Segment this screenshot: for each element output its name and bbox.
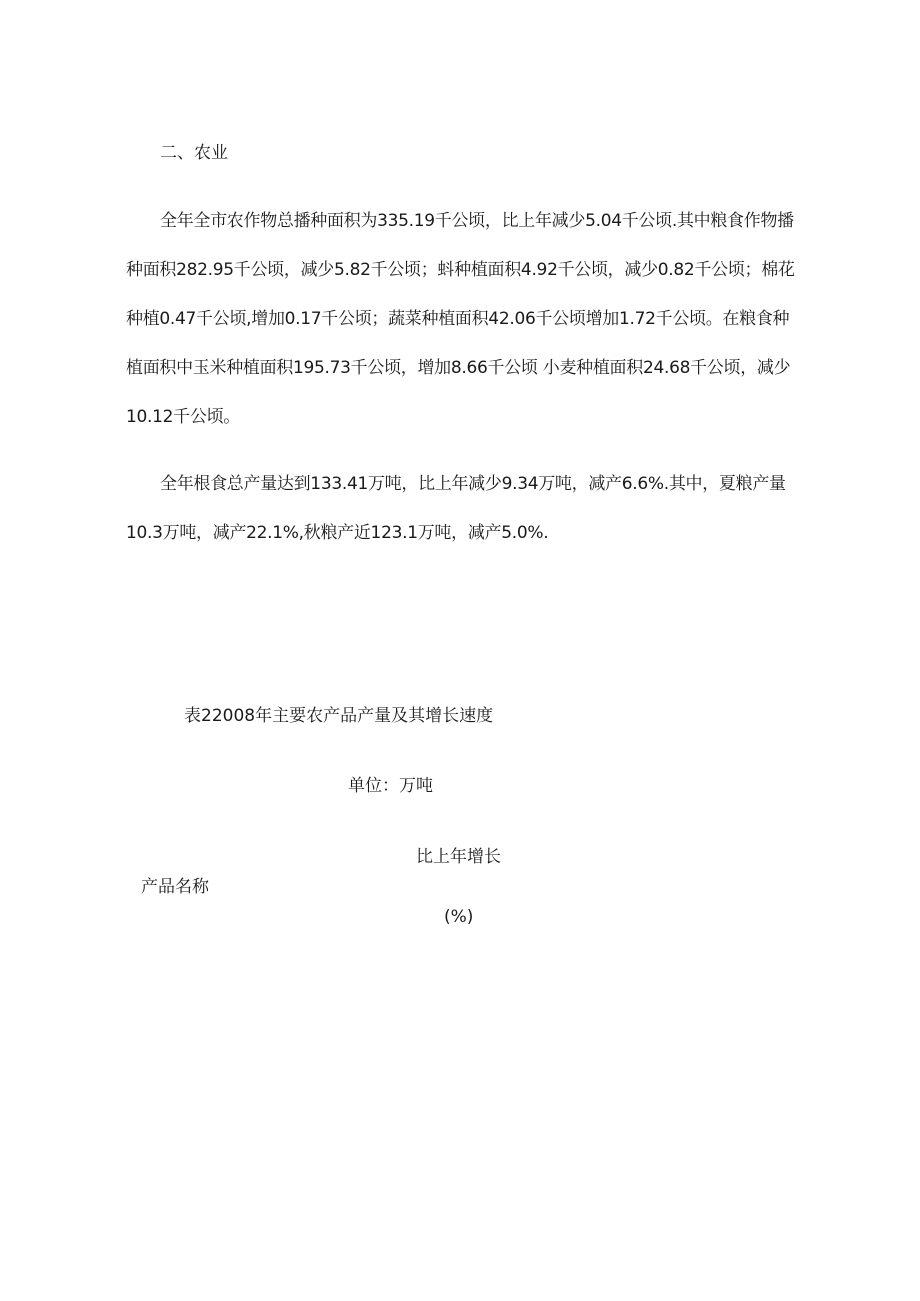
- paragraph-grain-output: 全年根食总产量达到133.41万吨，比上年减少9.34万吨，减产6.6%.其中，夏粮产量10.3万吨，减产22.1%,秋粮产近123.1万吨，减产5.0%.: [126, 474, 786, 543]
- column-header-growth-unit: (%): [444, 907, 474, 927]
- table-unit: 单位：万吨: [348, 776, 433, 796]
- column-header-growth: 比上年增长: [416, 847, 501, 867]
- paragraph-crop-area: 全年全市农作物总播种面积为335.19千公顷，比上年减少5.04千公顷.其中粮食作物播种面积282.95千公顷，减少5.82千公顷；蚪种植面积4.92千公顷，减少0.82千公顷；棉花种植0.47千公顷,增加0.17千公顷；蔬菜种植面积42.06千公顷增加1.72千公顷。在粮食种植面积中玉米种植面积195.73千公顷，增加8.66千公顷 小麦种植面积24.68千公顷，减少10.12千公顷。: [126, 211, 795, 427]
- table-title: 表22008年主要农产品产量及其增长速度: [184, 706, 494, 726]
- column-header-product-name: 产品名称: [141, 877, 209, 897]
- section-heading: 二、农业: [160, 143, 228, 163]
